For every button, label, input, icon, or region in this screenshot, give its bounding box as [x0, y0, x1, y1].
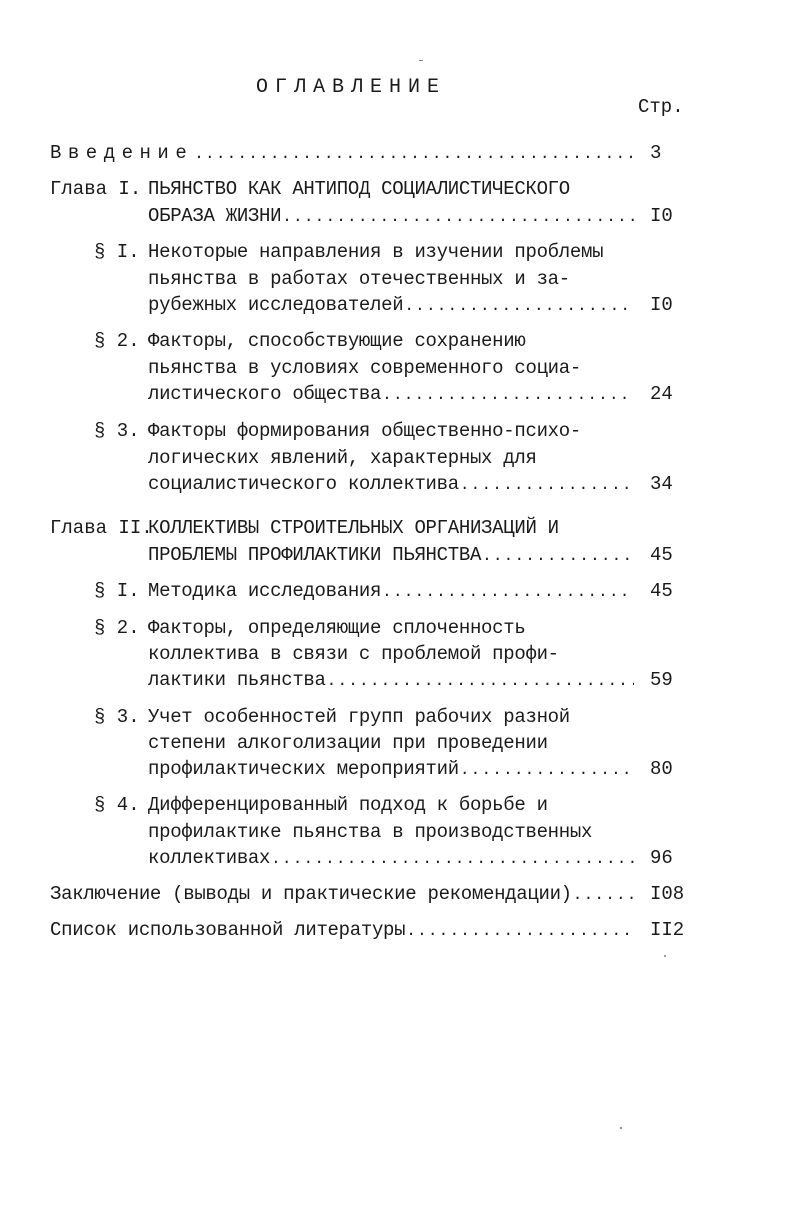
toc-entry-line: пьянства в условиях современного социа-	[148, 357, 581, 379]
toc-entry-line: степени алкоголизации при проведении	[148, 732, 548, 754]
toc-entry-label: Введение	[50, 142, 194, 164]
toc-entry-line: рубежных исследователей	[148, 294, 404, 316]
leader-dots	[194, 141, 634, 167]
chapter-number: Глава II.	[50, 517, 153, 539]
toc-entry-line: ПРОБЛЕМЫ ПРОФИЛАКТИКИ ПЬЯНСТВА	[148, 544, 482, 566]
toc-entry-label: Список использованной литературы	[50, 919, 406, 941]
section-number: § I.	[94, 580, 140, 602]
section-number: § 2.	[94, 617, 140, 639]
leader-dots	[573, 882, 634, 908]
toc-entry-line: листического общества	[148, 383, 382, 405]
toc-entry-page: I0	[650, 294, 673, 316]
toc-entry-line: ПЬЯНСТВО КАК АНТИПОД СОЦИАЛИСТИЧЕСКОГО	[148, 178, 570, 200]
toc-entry-page: 45	[650, 580, 673, 602]
leader-dots	[460, 472, 634, 498]
toc-entry-page: 45	[650, 544, 673, 566]
leader-dots	[282, 204, 634, 230]
toc-entry-line: Учет особенностей групп рабочих разной	[148, 706, 570, 728]
toc-entry-line: Факторы формирования общественно-психо-	[148, 420, 581, 442]
leader-dots	[404, 293, 634, 319]
chapter-number: Глава I.	[50, 178, 142, 200]
section-number: § I.	[94, 241, 140, 263]
section-number: § 3.	[94, 706, 140, 728]
section-number: § 2.	[94, 330, 140, 352]
toc-entry-label: Заключение (выводы и практические рекомендации)	[50, 883, 572, 905]
toc-entry-line: Факторы, определяющие сплоченность	[148, 617, 526, 639]
toc-entry-line: Факторы, способствующие сохранению	[148, 330, 526, 352]
toc-entry-page: 24	[650, 383, 673, 405]
leader-dots	[382, 579, 634, 605]
scan-speck	[620, 1127, 622, 1129]
toc-entry-line: социалистического коллектива	[148, 473, 459, 495]
toc-entry-line: ОБРАЗА ЖИЗНИ	[148, 205, 282, 227]
toc-entry-line: профилактике пьянства в производственных	[148, 821, 593, 843]
toc-entry-line: коллектива в связи с проблемой профи-	[148, 643, 559, 665]
toc-entry-page: 96	[650, 847, 673, 869]
scan-speck	[419, 60, 423, 61]
toc-entry-line: КОЛЛЕКТИВЫ СТРОИТЕЛЬНЫХ ОРГАНИЗАЦИЙ И	[148, 517, 559, 539]
leader-dots	[271, 846, 634, 872]
section-number: § 4.	[94, 794, 140, 816]
toc-entry-line: логических явлений, характерных для	[148, 447, 537, 469]
toc-entry-line: коллективах	[148, 847, 271, 869]
leader-dots	[327, 668, 634, 694]
leader-dots	[482, 543, 634, 569]
toc-title: ОГЛАВЛЕНИЕ	[256, 76, 447, 99]
section-number: § 3.	[94, 420, 140, 442]
toc-entry-page: I08	[650, 883, 685, 905]
toc-entry-page: 80	[650, 758, 673, 780]
toc-entry-page: 3	[650, 142, 662, 164]
toc-entry-line: пьянства в работах отечественных и за-	[148, 268, 570, 290]
toc-entry-line: лактики пьянства	[148, 669, 326, 691]
toc-entry-page: I0	[650, 205, 673, 227]
toc-entry-page: II2	[650, 919, 685, 941]
toc-entry-line: Методика исследования	[148, 580, 382, 602]
toc-entry-line: Дифференцированный подход к борьбе и	[148, 794, 548, 816]
toc-entry-line: профилактических мероприятий	[148, 758, 459, 780]
scan-speck	[664, 955, 666, 957]
leader-dots	[406, 918, 634, 944]
leader-dots	[382, 382, 634, 408]
toc-entry-page: 34	[650, 473, 673, 495]
leader-dots	[460, 757, 634, 783]
toc-entry-page: 59	[650, 669, 673, 691]
toc-entry-line: Некоторые направления в изучении проблемы	[148, 241, 604, 263]
page-column-header: Стр.	[638, 96, 684, 118]
